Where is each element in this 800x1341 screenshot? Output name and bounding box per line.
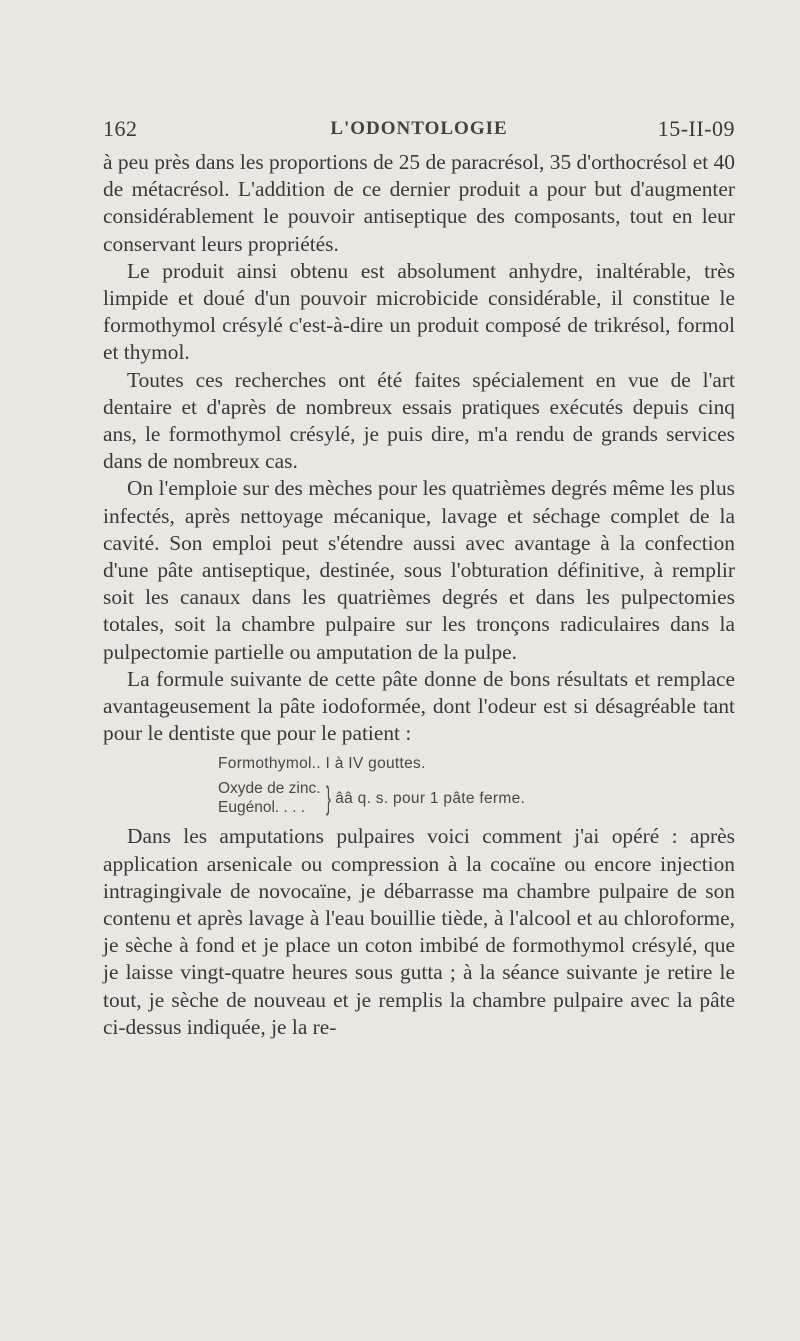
formula-ingredient-eugenol: Eugénol. . . . <box>218 799 306 817</box>
formula-quantity: ââ q. s. pour 1 pâte ferme. <box>335 789 526 807</box>
brace-icon: } <box>325 780 331 817</box>
page-number: 162 <box>103 116 138 141</box>
running-header <box>103 116 735 146</box>
formula-line-formothymol: Formothymol.. I à IV gouttes. <box>218 755 426 773</box>
journal-title: L'ODONTOLOGIE <box>330 118 508 139</box>
issue-date: 15-II-09 <box>657 116 735 141</box>
paragraph-2: Le produit ainsi obtenu est absolument anhydre, inaltérable, très limpide et doué d'un pouvoir microbicide considérable, il constitue le formothymol crésylé c'est-à-dire un produit composé de trikrésol, formol et thymol. <box>103 258 735 365</box>
paragraph-1: à peu près dans les proportions de 25 de paracrésol, 35 d'orthocrésol et 40 de métacrésol. L'addition de ce dernier produit a pour but d'augmenter considérablement le pouvoir antiseptique des composants, tout en leur conservant leurs propriétés. <box>103 150 735 256</box>
paragraph-6: Dans les amputations pulpaires voici comment j'ai opéré : après application arsenicale ou compression à la cocaïne ou encore injection intragingivale de novocaïne, je débarrasse ma chambre pulpaire de son contenu et après lavage à l'eau bouillie tiède, à l'alcool et au chloroforme, je sèche à fond et je place un coton imbibé de formothymol crésylé, que je laisse vingt-quatre heures sous gutta ; à la séance suivante je retire le tout, je sèche de nouveau et je remplis la chambre pulpaire avec la pâte ci-dessus indiquée, je la re- <box>103 824 735 1039</box>
paste-formula <box>218 754 735 817</box>
formula-group <box>218 779 735 817</box>
paragraph-3: Toutes ces recherches ont été faites spécialement en vue de l'art dentaire et d'après de nombreux essais pratiques exécutés depuis cinq ans, le formothymol crésylé, je puis dire, m'a rendu de grands services dans de nombreux cas. <box>103 367 735 474</box>
body-text <box>103 149 735 1041</box>
formula-ingredient-zinc-oxide: Oxyde de zinc. <box>218 780 321 798</box>
paragraph-4: On l'emploie sur des mèches pour les quatrièmes degrés même les plus infectés, après nettoyage mécanique, lavage et séchage complet de la cavité. Son emploi peut s'étendre aussi avec avantage à la confection d'une pâte antiseptique, destinée, sous l'obturation définitive, à remplir soit les canaux dans les quatrièmes degrés et dans les pulpectomies totales, soit la chambre pulpaire sur les tronçons radiculaires dans la pulpectomie partielle ou amputation de la pulpe. <box>103 476 735 664</box>
formula-ingredients <box>218 779 321 817</box>
paragraph-5: La formule suivante de cette pâte donne de bons résultats et remplace avantageusement la pâte iodoformée, dont l'odeur est si désagréable tant pour le dentiste que pour le patient : <box>103 666 735 746</box>
